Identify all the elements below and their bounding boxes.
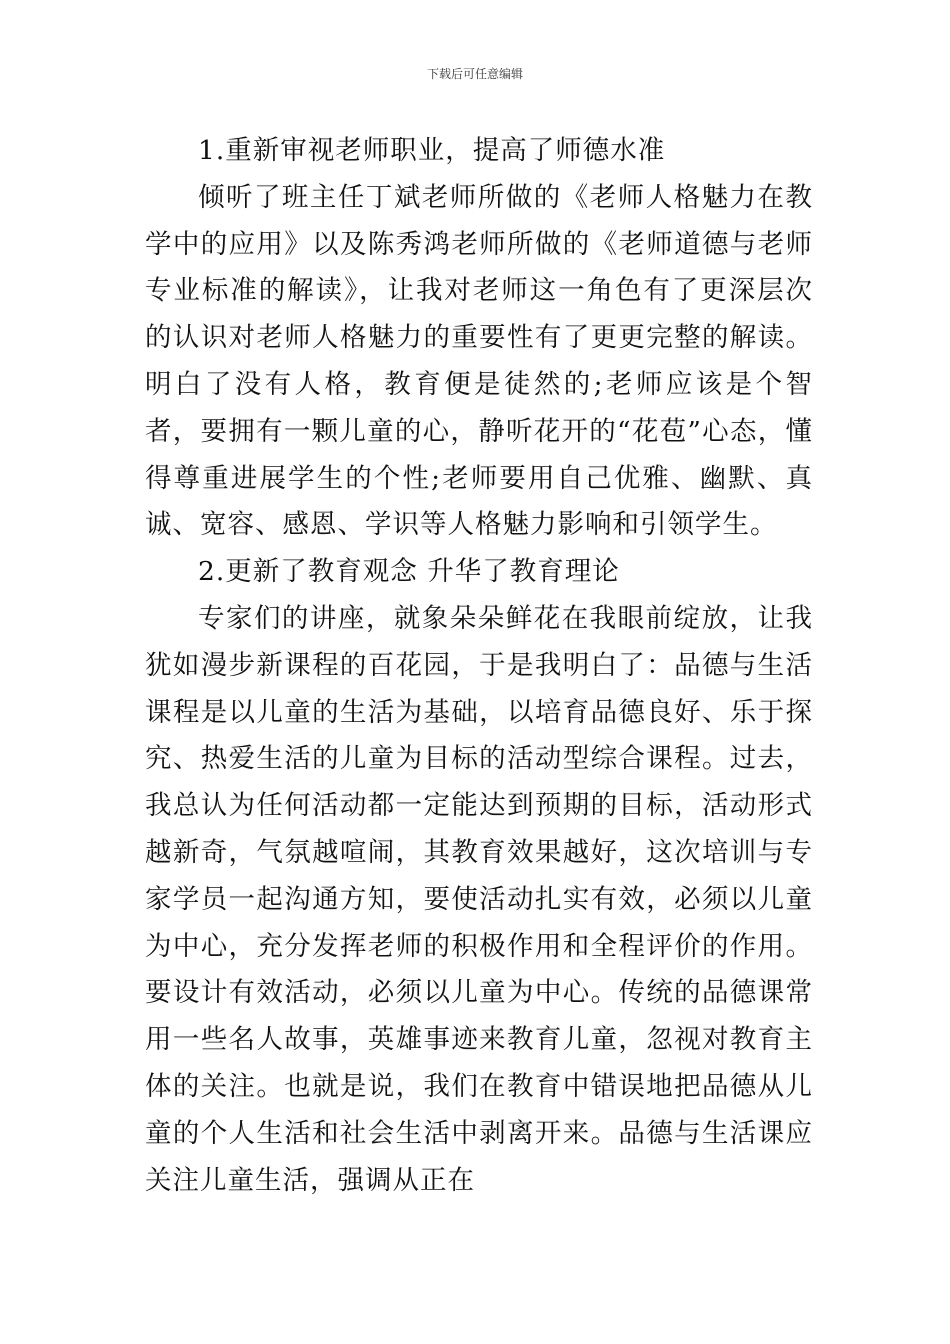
body-paragraph-1: 倾听了班主任丁斌老师所做的《老师人格魅力在教学中的应用》以及陈秀鸿老师所做的《老师道德与老师专业标准的解读》，让我对老师这一角色有了更深层次的认识对老师人格魅力的重要性有了更更完整的解读。明白了没有人格，教育便是徒然的;老师应该是个智者，要拥有一颗儿童的心，静听花开的“花苞”心态，懂得尊重进展学生的个性;老师要用自己优雅、幽默、真诚、宽容、感恩、学识等人格魅力影响和引领学生。	[145, 181, 813, 541]
section-heading-2: 2.更新了教育观念 升华了教育理论	[198, 556, 620, 588]
section-heading-1: 1.重新审视老师职业，提高了师德水准	[198, 135, 666, 166]
page-header-note: 下载后可任意编辑	[426, 67, 523, 81]
body-paragraph-2: 专家们的讲座，就象朵朵鲜花在我眼前绽放，让我犹如漫步新课程的百花园，于是我明白了：品德与生活课程是以儿童的生活为基础，以培育品德良好、乐于探究、热爱生活的儿童为目标的活动型综合课程。过去，我总认为任何活动都一定能达到预期的目标，活动形式越新奇，气氛越喧闹，其教育效果越好，这次培训与专家学员一起沟通方知，要使活动扎实有效，必须以儿童为中心，充分发挥老师的积极作用和全程评价的作用。要设计有效活动，必须以儿童为中心。传统的品德课常用一些名人故事，英雄事迹来教育儿童，忽视对教育主体的关注。也就是说，我们在教育中错误地把品德从儿童的个人生活和社会生活中剥离开来。品德与生活课应关注儿童生活，强调从正在	[145, 602, 813, 1196]
document-body	[145, 128, 813, 1204]
